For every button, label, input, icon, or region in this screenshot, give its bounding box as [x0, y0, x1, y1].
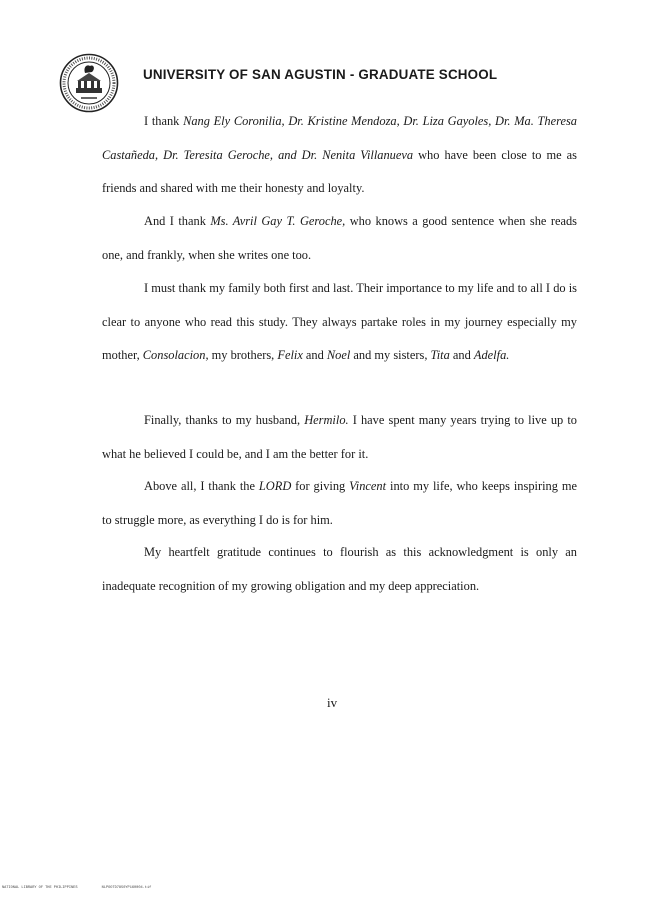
paragraph-text: My heartfelt gratitude continues to flourish as this acknowledgment is only an inadequate recognition of my growing obligation and my deep appreciation. [102, 545, 577, 593]
footer-library: NATIONAL LIBRARY OF THE PHILIPPINES [2, 886, 78, 890]
italic-name-text: Vincent [349, 479, 387, 493]
paragraph-text: And I thank [144, 214, 211, 228]
paragraph-text: Above all, I thank the [144, 479, 259, 493]
paragraph-text: into my life, who keeps inspiring me to struggle more, as everything I do is for him. [102, 479, 577, 527]
italic-name-text: Noel [326, 348, 351, 362]
acknowledgment-paragraph [102, 404, 577, 471]
university-seal-icon [59, 53, 119, 113]
acknowledgment-paragraph [102, 470, 577, 537]
footer-code: NLPOOTD7850YP160004.tif [101, 886, 152, 890]
acknowledgment-paragraph [102, 536, 577, 603]
italic-name-text: Felix [277, 348, 303, 362]
italic-name-text: LORD [258, 479, 292, 493]
acknowledgment-paragraph [102, 205, 577, 272]
paragraph-text: Finally, thanks to my husband, [144, 413, 305, 427]
paragraph-text: my brothers, [208, 348, 278, 362]
italic-name-text: Hermilo. [304, 413, 349, 427]
page-number: iv [327, 695, 338, 710]
paragraph-text: and [302, 348, 327, 362]
acknowledgment-paragraph [102, 105, 577, 206]
italic-name-text: Adelfa. [473, 348, 510, 362]
paragraph-text: and [449, 348, 474, 362]
footer-note [2, 886, 173, 890]
university-header-title: UNIVERSITY OF SAN AGUSTIN - GRADUATE SCHOOL [143, 67, 498, 82]
acknowledgment-paragraph [102, 272, 577, 373]
paragraph-text: and my sisters, [350, 348, 431, 362]
italic-name-text: Tita [430, 348, 450, 362]
paragraph-text: I must thank my family both first and last. Their importance to my life and to all I do is clear to anyone who read this study. They always partake roles in my journey especially my mother, [102, 281, 577, 362]
italic-name-text: Consolacion, [142, 348, 209, 362]
paragraph-text: I have spent many years trying to live up to what he believed I could be, and I am the better for it. [102, 413, 577, 461]
paragraph-text: for giving [291, 479, 350, 493]
paragraph-text: who have been close to me as friends and shared with me their honesty and loyalty. [102, 147, 578, 195]
paragraph-text: I thank [144, 114, 184, 128]
italic-name-text: Nang Ely Coronilia, Dr. Kristine Mendoza, Dr. Liza Gayoles, Dr. Ma. Theresa Castañeda, Dr. Teresita Geroche, and Dr. Nenita Villanueva [102, 114, 577, 162]
italic-name-text: Ms. Avril Gay T. Geroche, [210, 214, 346, 228]
paragraph-text: who knows a good sentence when she reads one, and frankly, when she writes one too. [102, 214, 577, 262]
